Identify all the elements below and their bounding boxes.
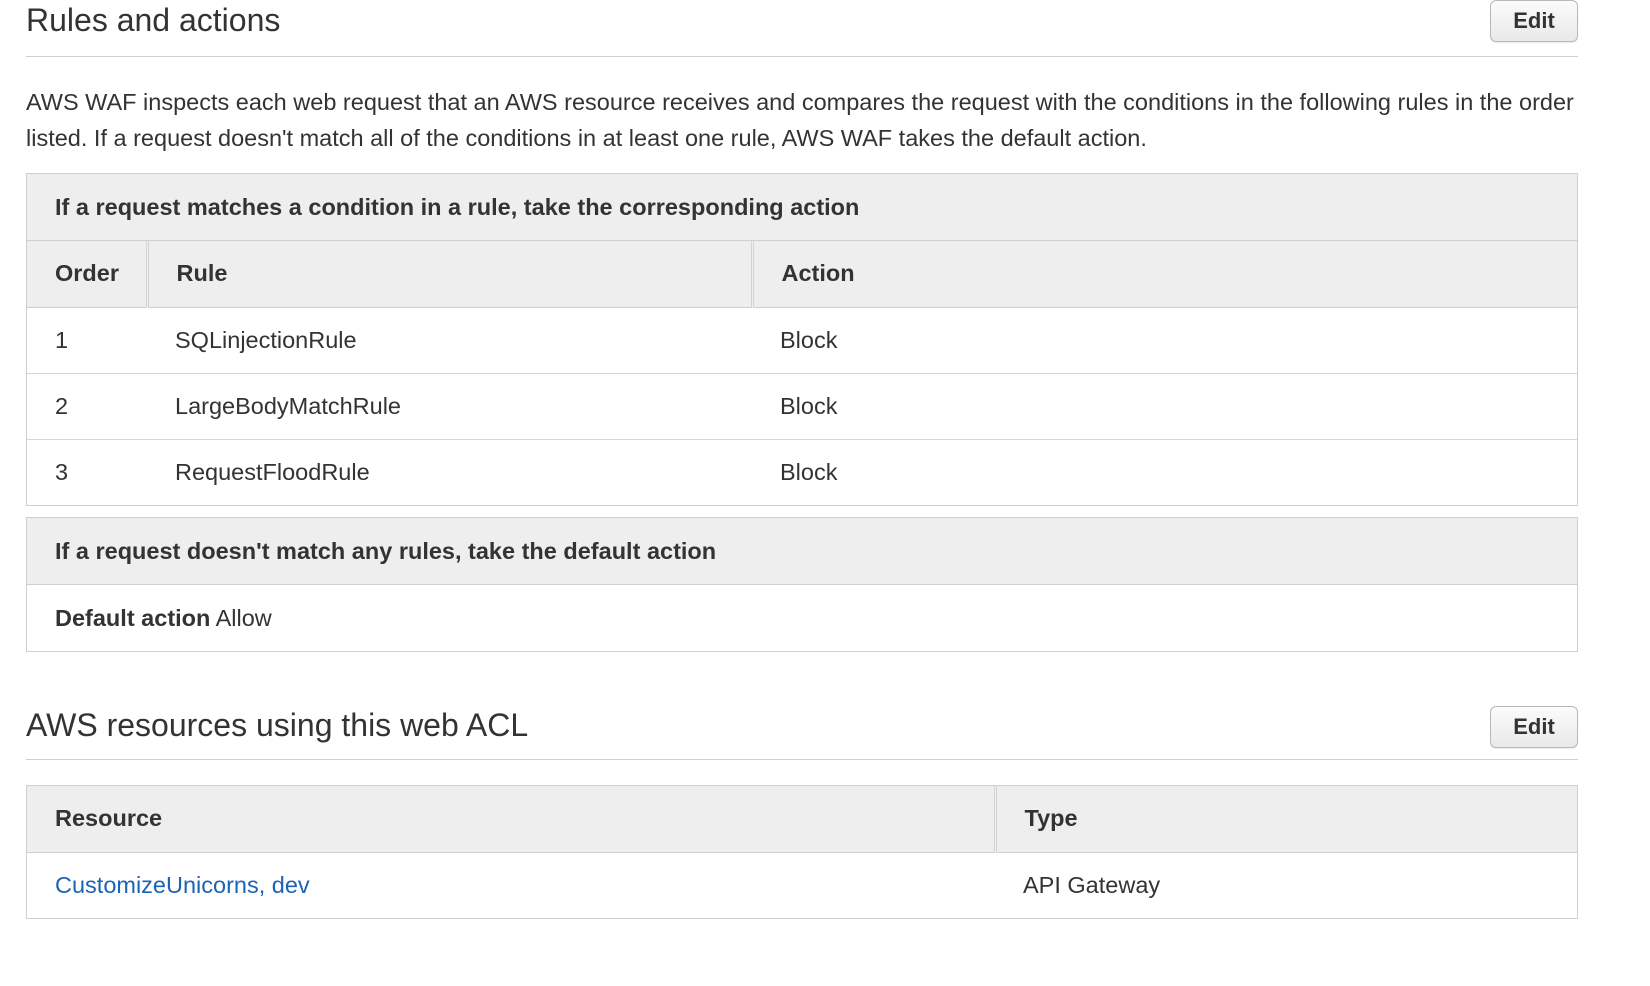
default-action-value: Allow (215, 605, 272, 631)
column-header-rule: Rule (147, 241, 752, 307)
rule-order: 1 (27, 307, 147, 373)
rules-edit-button[interactable]: Edit (1490, 0, 1578, 42)
resources-table-header-row (27, 786, 1577, 852)
table-row (27, 373, 1577, 439)
rules-table (27, 241, 1577, 505)
column-header-resource: Resource (27, 786, 995, 852)
rules-table-header-row (27, 241, 1577, 307)
resource-link[interactable]: CustomizeUnicorns, dev (55, 871, 310, 898)
rules-description: AWS WAF inspects each web request that an AWS resource receives and compares the request with the conditions in the following rules in the order listed. If a request doesn't match all of the conditions in at least one rule, AWS WAF takes the default action. (26, 89, 1574, 151)
table-row (27, 852, 1577, 918)
rule-action: Block (752, 307, 1577, 373)
rule-action: Block (752, 373, 1577, 439)
table-row (27, 307, 1577, 373)
resource-cell (27, 852, 995, 918)
resources-edit-button[interactable]: Edit (1490, 706, 1578, 748)
default-action-caption: If a request doesn't match any rules, take the default action (27, 518, 1577, 585)
column-header-action: Action (752, 241, 1577, 307)
column-header-type: Type (995, 786, 1577, 852)
rule-action: Block (780, 458, 838, 485)
rule-name: LargeBodyMatchRule (147, 373, 752, 439)
rules-section-title: Rules and actions (26, 2, 281, 38)
resources-section-title: AWS resources using this web ACL (26, 707, 529, 743)
resource-type: API Gateway (1023, 871, 1161, 898)
resources-table (27, 786, 1577, 918)
rule-order: 2 (27, 373, 147, 439)
default-action-label: Default action (55, 605, 211, 631)
table-row (27, 439, 1577, 505)
rule-name: SQLinjectionRule (147, 307, 752, 373)
resources-section-header (26, 703, 1578, 760)
default-action-row (27, 585, 1577, 651)
rules-table-panel (26, 173, 1578, 506)
rules-section-header (26, 0, 1578, 57)
resources-table-panel (26, 785, 1578, 919)
rule-name: RequestFloodRule (175, 458, 370, 485)
column-header-order: Order (27, 241, 147, 307)
default-action-panel (26, 517, 1578, 652)
rules-table-caption: If a request matches a condition in a rule, take the corresponding action (27, 174, 1577, 241)
rule-order: 3 (55, 458, 69, 485)
